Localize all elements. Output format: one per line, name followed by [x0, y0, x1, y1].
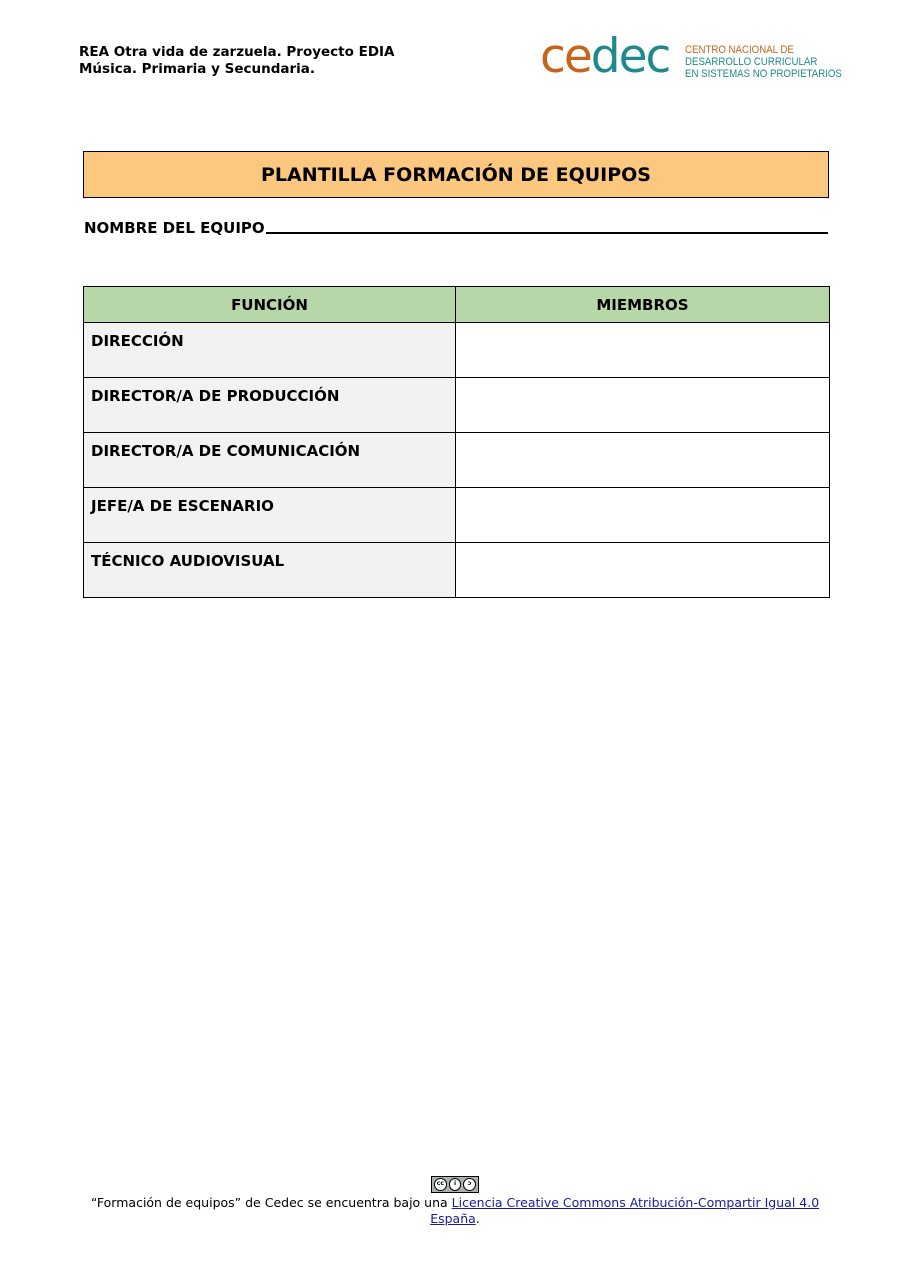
role-cell: TÉCNICO AUDIOVISUAL [84, 543, 456, 598]
cedec-logo-text: CENTRO NACIONAL DE DESARROLLO CURRICULAR EN SISTEMAS NO PROPIETARIOS [685, 44, 842, 80]
cc-by-sa-icon[interactable]: cc i ↄ [431, 1176, 479, 1193]
members-cell[interactable] [456, 323, 830, 378]
license-link[interactable]: Licencia Creative Commons Atribución-Compartir Igual 4.0 España [430, 1194, 820, 1226]
members-cell[interactable] [456, 433, 830, 488]
table-row [84, 433, 830, 488]
role-cell: JEFE/A DE ESCENARIO [84, 488, 456, 543]
document-header [79, 44, 395, 78]
role-cell: DIRECTOR/A DE COMUNICACIÓN [84, 433, 456, 488]
table-row [84, 488, 830, 543]
members-cell[interactable] [456, 543, 830, 598]
column-header-funcion: FUNCIÓN [84, 287, 456, 323]
members-cell[interactable] [456, 488, 830, 543]
team-name-field [84, 219, 828, 237]
table-row [84, 323, 830, 378]
roles-table [83, 286, 830, 598]
role-cell: DIRECTOR/A DE PRODUCCIÓN [84, 378, 456, 433]
cedec-logo-word: cedec [540, 29, 670, 84]
column-header-miembros: MIEMBROS [456, 287, 830, 323]
team-name-label: NOMBRE DEL EQUIPO [84, 219, 265, 237]
table-row [84, 543, 830, 598]
table-header-row [84, 287, 830, 323]
page-title: PLANTILLA FORMACIÓN DE EQUIPOS [83, 151, 829, 198]
members-cell[interactable] [456, 378, 830, 433]
cedec-logo [540, 29, 850, 84]
header-line-2: Música. Primaria y Secundaria. [79, 61, 315, 77]
team-name-blank-line[interactable] [266, 232, 828, 234]
role-cell: DIRECCIÓN [84, 323, 456, 378]
table-row [84, 378, 830, 433]
license-footer [90, 1173, 820, 1227]
license-text: “Formación de equipos” de Cedec se encuentra bajo una [90, 1194, 452, 1210]
header-line-1: REA Otra vida de zarzuela. Proyecto EDIA [79, 44, 395, 60]
license-text-end: . [475, 1210, 480, 1226]
